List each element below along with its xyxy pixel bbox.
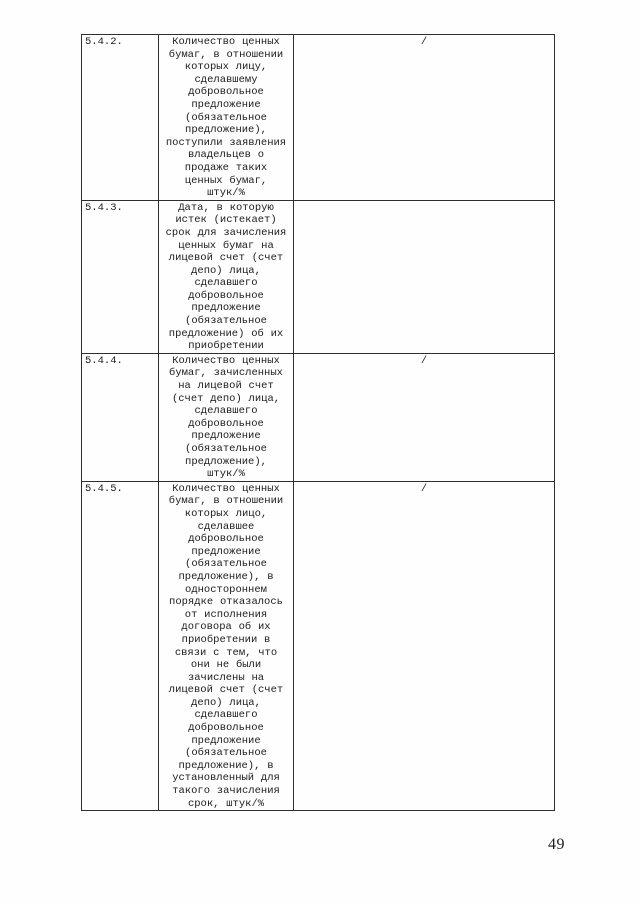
securities-offer-table	[81, 34, 555, 811]
row-number-cell: 5.4.2.	[82, 35, 159, 201]
row-description-cell: Количество ценных бумаг, в отношении которых лицо, сделавшее добровольное предложение (обязательное предложение), в одностороннем порядке отказалось от исполнения договора об их приобретении в связи с тем, что они не были зачислены на лицевой счет (счет депо) лица, сделавшего добровольное предложение (обязательное предложение), в установленный для такого зачисления срок, штук/%	[159, 481, 294, 810]
row-value-cell	[294, 200, 555, 353]
table-row	[82, 200, 555, 353]
row-number-cell: 5.4.5.	[82, 481, 159, 810]
page-number: 49	[548, 836, 565, 853]
row-value-cell: /	[294, 35, 555, 201]
row-description-cell: Количество ценных бумаг, в отношении которых лицу, сделавшему добровольное предложение (обязательное предложение), поступили заявления владельцев о продаже таких ценных бумаг, штук/%	[159, 35, 294, 201]
row-description-cell: Количество ценных бумаг, зачисленных на лицевой счет (счет депо) лица, сделавшего добровольное предложение (обязательное предложение), штук/%	[159, 353, 294, 481]
row-number-cell: 5.4.4.	[82, 353, 159, 481]
table-row	[82, 353, 555, 481]
row-value-cell: /	[294, 353, 555, 481]
table-row	[82, 481, 555, 810]
row-description-cell: Дата, в которую истек (истекает) срок для зачисления ценных бумаг на лицевой счет (счет депо) лица, сделавшего добровольное предложение (обязательное предложение) об их приобретении	[159, 200, 294, 353]
table-row	[82, 35, 555, 201]
row-number-cell: 5.4.3.	[82, 200, 159, 353]
row-value-cell: /	[294, 481, 555, 810]
